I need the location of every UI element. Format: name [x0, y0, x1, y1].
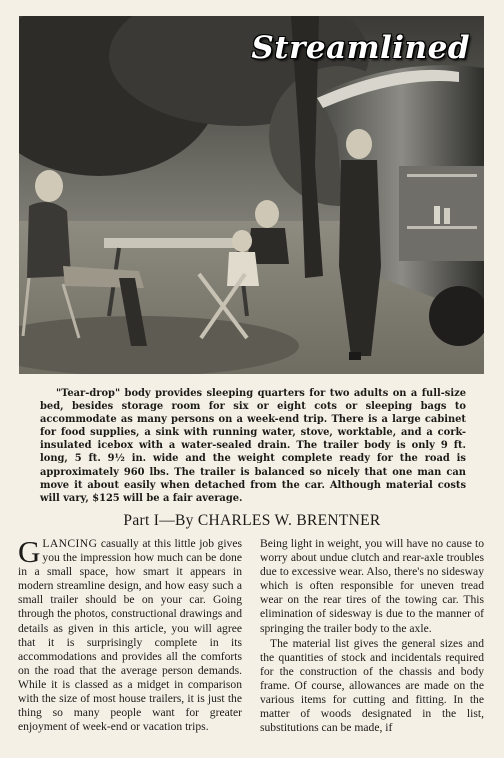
article-column-left	[18, 534, 242, 734]
photo-caption: "Tear-drop" body provides sleeping quarters for two adults on a full-size bed, besides storage room for six or eight cots or sleeping bags to accommodate as many persons on a week-end trip. There is a large cabinet for food supplies, a sink with running water, stove, worktable, and a cork-insulated icebox with a water-sealed drain. The trailer body is only 9 ft. long, 5 ft. 9½ in. wide and the weight complete ready for the road is approximately 960 lbs. The trailer is balanced so nicely that one man can move it about easily when detached from the car. Although material costs will vary, $125 will be a fair average.	[40, 388, 466, 504]
photo-title: Streamlined	[251, 30, 470, 66]
left-paragraph	[18, 534, 242, 734]
lead-in: LANCING	[42, 537, 98, 550]
campsite-photo-illustration	[19, 16, 484, 374]
article-photo	[19, 16, 484, 374]
right-paragraph-1: Being light in weight, you will have no cause to worry about undue clutch and rear-axle troubles due to excessive wear. Also, there's no sidesway which is often responsible for uneven tread wear on the rear tires of the towing car. This elimination of sidesway is due to the manner of springing the trailer body to the axle.	[260, 537, 484, 635]
article-byline: Part I—By CHARLES W. BRENTNER	[123, 512, 381, 529]
right-paragraph-2: The material list gives the general sizes and the quantities of stock and incidentals required for the construction of the chassis and body frame. Of course, allowances are made on the various items for cutting and fitting. In the matter of woods designated in the list, substitutions can be made, if	[260, 636, 484, 735]
drop-cap: G	[18, 534, 41, 569]
left-paragraph-text: casually at this little job gives you the impression how much can be done in a small space, how smart it appears in modern streamline design, and how easy such a small trailer should be on your car. Going through the photos, constructional drawings and details as given in this article, you will agree that it is surprisingly complete in its accommodations and provides all the comforts on the road that the average person demands. While it is classed as a midget in comparison with the size of most house trailers, it is just the thing so many people want for greater enjoyment of week-end or vacation trips.	[18, 537, 242, 734]
article-column-right	[260, 537, 484, 735]
